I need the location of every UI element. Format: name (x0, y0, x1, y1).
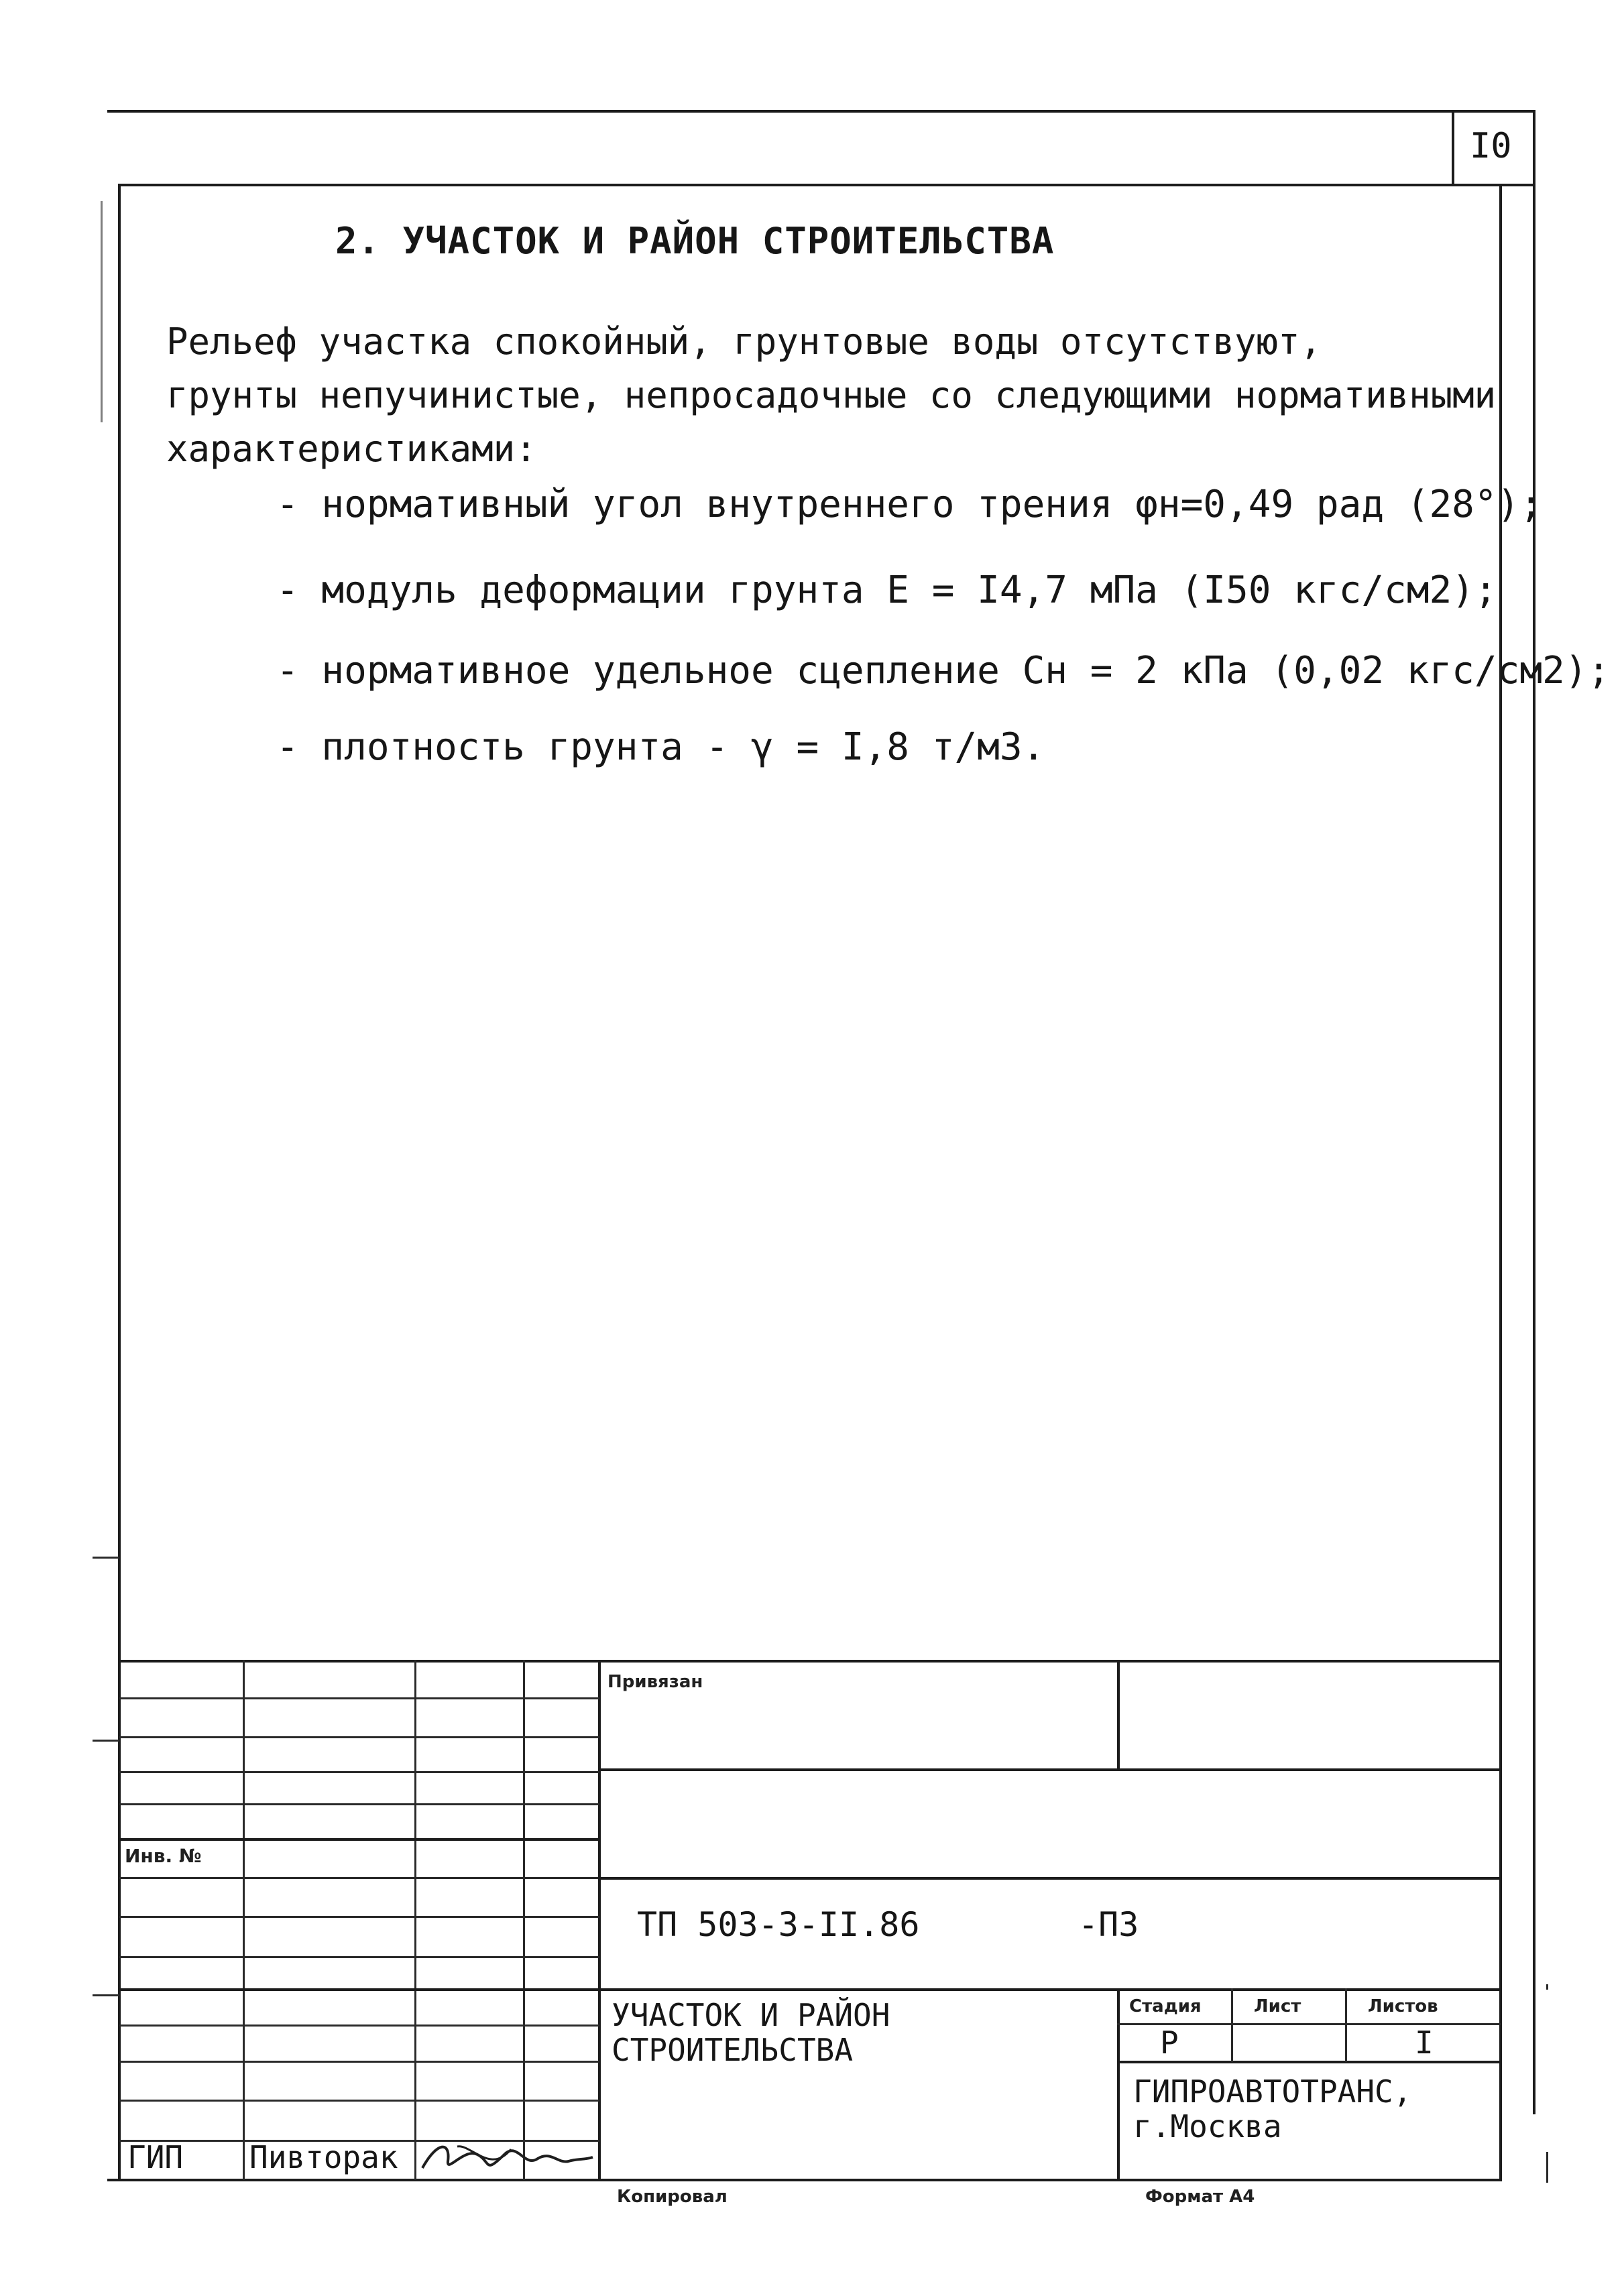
sheet-title: УЧАСТОК И РАЙОН СТРОИТЕЛЬСТВА (612, 1997, 890, 2068)
margin-tick (93, 1740, 119, 1742)
title-block-top-line (119, 1660, 1501, 1663)
grid-row (119, 1988, 599, 1991)
copied-label: Копировал (617, 2187, 728, 2207)
signature (417, 2134, 598, 2179)
stage-row-line (1117, 2061, 1501, 2063)
person-name: Пивторак (249, 2139, 398, 2175)
sheet-number-box-left (1452, 110, 1454, 185)
intro-paragraph: Рельеф участка спокойный, грунтовые воды отсутствуют, грунты непучинистые, непросадочные со следующими нормативными характеристиками: (166, 320, 1497, 470)
document-code: ТП 503-3-II.86 (637, 1905, 920, 1944)
margin-mark (101, 201, 103, 422)
top-border-line (107, 110, 1535, 113)
stage-col-line (1345, 1988, 1347, 2062)
frame-bottom-line (107, 2179, 1502, 2181)
margin-mark (1546, 1984, 1548, 1990)
format-label: Формат А4 (1145, 2187, 1255, 2207)
grid-row (119, 1956, 599, 1958)
list-item: - нормативное удельное сцепление Cн = 2 кПа (0,02 кгс/см2); (276, 649, 1611, 692)
document-suffix: -ПЗ (1078, 1905, 1139, 1944)
list-item: - модуль деформации грунта E = I4,7 мПа (I50 кгс/см2); (276, 568, 1497, 612)
margin-tick (93, 1557, 119, 1559)
block-row-line (598, 1768, 1501, 1771)
grid-row (119, 1877, 599, 1879)
block-row-line (598, 1988, 1501, 1991)
grid-row (119, 1838, 599, 1841)
sheet-number-box-right (1533, 110, 1535, 2114)
sheet-label: Лист (1254, 1996, 1301, 2016)
frame-top-line (119, 184, 1534, 186)
privyazan-label: Привязан (607, 1672, 703, 1692)
sheets-label: Листов (1368, 1996, 1438, 2016)
list-item: - нормативный угол внутреннего трения φн=0,49 рад (28°); (276, 483, 1543, 526)
margin-tick (93, 1994, 119, 1996)
grid-row (119, 1916, 599, 1918)
stage-value: Р (1160, 2025, 1179, 2061)
grid-row (119, 2025, 599, 2027)
grid-row (119, 2061, 599, 2063)
stage-divider (1117, 1988, 1120, 2180)
stage-label: Стадия (1129, 1996, 1202, 2016)
sheet-number: I0 (1470, 126, 1512, 166)
grid-row (119, 2100, 599, 2102)
section-heading: 2. УЧАСТОК И РАЙОН СТРОИТЕЛЬСТВА (335, 220, 1055, 262)
role-label: ГИП (127, 2139, 184, 2175)
block-row-line (598, 1877, 1501, 1880)
stage-col-line (1231, 1988, 1233, 2062)
grid-row (119, 1771, 599, 1773)
grid-row (119, 1736, 599, 1738)
grid-row (119, 1697, 599, 1699)
privyazan-divider (1117, 1660, 1120, 1770)
margin-mark (1546, 2152, 1548, 2183)
organization: ГИПРОАВТОТРАНС, г.Москва (1133, 2073, 1412, 2144)
inv-number-label: Инв. № (125, 1845, 202, 1867)
grid-row (119, 1803, 599, 1805)
frame-left-line (118, 184, 121, 2181)
sheets-value: I (1415, 2025, 1434, 2061)
list-item: - плотность грунта - γ = I,8 т/м3. (276, 725, 1045, 769)
